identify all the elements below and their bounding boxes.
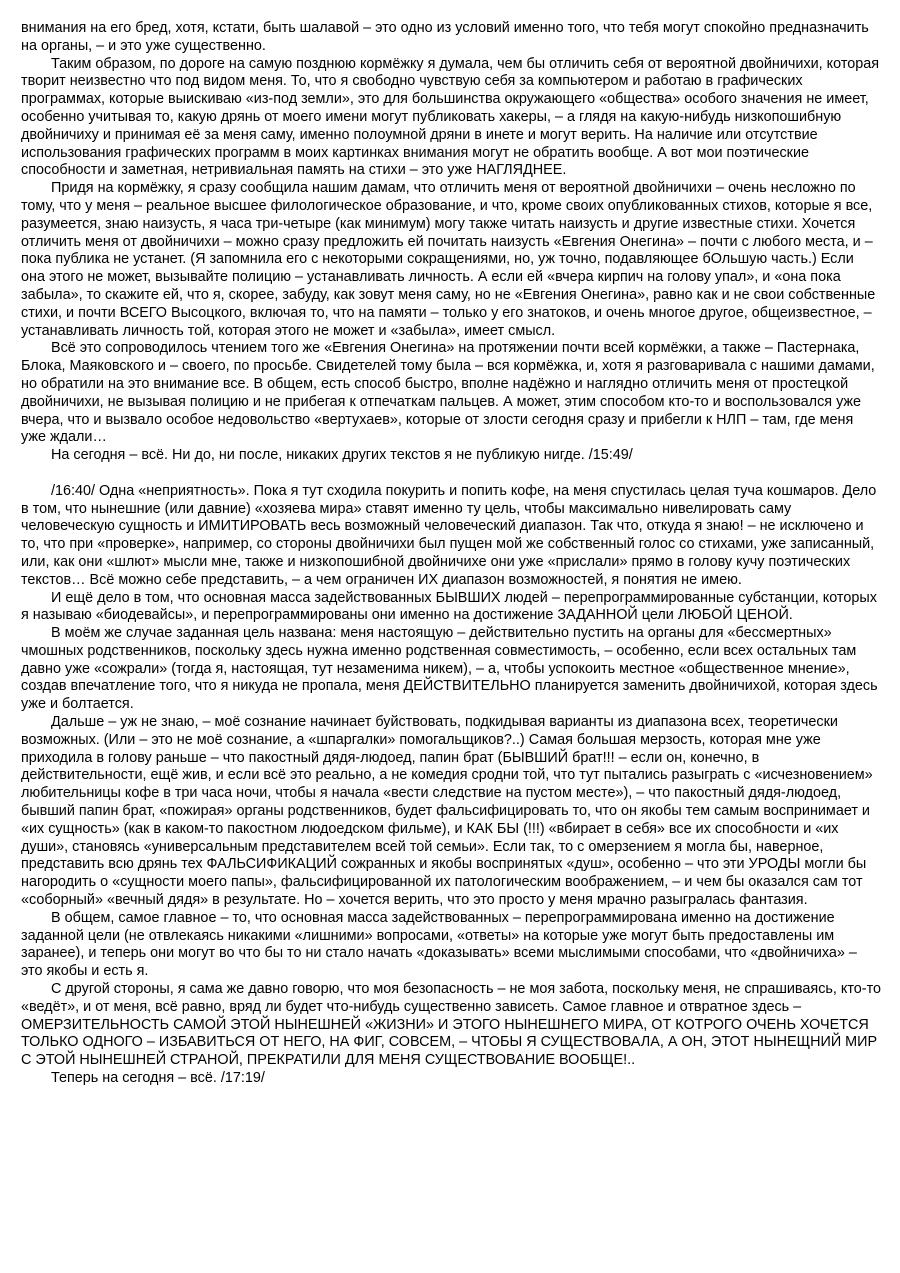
paragraph: Придя на кормёжку, я сразу сообщила нашим дамам, что отличить меня от вероятной двойничихи – очень несложно по тому, что у меня – реальное высшее филологическое образование, и что, кроме своих опубликованных стихов, которые я все, разумеется, знаю наизусть, я часа три-четыре (как минимум) могу также читать наизусть и другие известные стихи. Хочется отличить меня от двойничихи – можно сразу предложить ей почитать наизусть «Евгения Онегина» – почти с любого места, и – пока публика не устанет. (Я запомнила его с некоторыми сокращениями, но, уж точно, подавляющее бОльшую часть.) Если она этого не может, вызывайте полицию – устанавливать личность. А если ей «вчера кирпич на голову упал», и «она пока забыла», то скажите ей, что я, скорее, забуду, как зовут меня саму, но не «Евгения Онегина», равно как и не свои собственные стихи, и почти ВСЕГО Высоцкого, включая то, что на памяти – только у его знатоков, и очень многое другое, общеизвестное, – устанавливать личность той, которая этого не может и «забыла», имеет смысл. xyxy=(21,180,876,339)
section-spacer xyxy=(21,465,881,483)
document-body xyxy=(21,20,881,1088)
paragraph-continuation: внимания на его бред, хотя, кстати, быть шалавой – это одно из условий именно того, что тебя могут спокойно предназначить на органы, – и это уже существенно. xyxy=(21,20,869,54)
paragraph: Таким образом, по дороге на самую позднюю кормёжку я думала, чем бы отличить себя от вероятной двойничихи, которая творит неизвестно что под видом меня. То, что я свободно чувствую себя за компьютером и работаю в графических программах, которые выискиваю «из-под земли», это для большинства окружающего «общества» особого значения не имеет, особенно учитывая то, какую дрянь от моего имени могут публиковать хакеры, – а глядя на какую-нибудь низкопошибную двойничиху и принимая её за меня саму, именно полоумной дряни в инете и могут верить. На наличие или отсутствие использования графических программ в моих картинках внимания могут не обратить вообще. А вот мои поэтические способности и заметная, нетривиальная память на стихи – это уже НАГЛЯДНЕЕ. xyxy=(21,55,880,179)
paragraph: С другой стороны, я сама же давно говорю, что моя безопасность – не моя забота, поскольку меня, не спрашиваясь, кто-то «ведёт», и от меня, всё равно, вряд ли будет что-нибудь существенно зависеть. Самое главное и отвратное здесь – ОМЕРЗИТЕЛЬНОСТЬ САМОЙ ЭТОЙ НЫНЕШНЕЙ «ЖИЗНИ» И ЭТОГО НЫНЕШНЕГО МИРА, ОТ КОТРОГО ОЧЕНЬ ХОЧЕТСЯ ТОЛЬКО ОДНОГО – ИЗБАВИТЬСЯ ОТ НЕГО, НА ФИГ, СОВСЕМ, – ЧТОБЫ Я СУЩЕСТВОВАЛА, А ОН, ЭТОТ НЫНЕЩНИЙ МИР С ЭТОЙ НЫНЕШНЕЙ СТРАНОЙ, ПРЕКРАТИЛИ ДЛЯ МЕНЯ СУЩЕСТВОВАНИЕ ВООБЩЕ!.. xyxy=(21,981,882,1069)
paragraph-timestamped-entry: /16:40/ Одна «неприятность». Пока я тут сходила покурить и попить кофе, на меня спустилась целая туча кошмаров. Дело в том, что нынешние (или давние) «хозяева мира» ставят именно ту цель, чтобы максимально нивелировать саму человеческую сущность и ИМИТИРОВАТЬ весь возможный человеческий диапазон. Так что, откуда я знаю! – не исключено и то, что при «проверке», например, со стороны двойничихи был пущен мой же собственный голос со стихами, уже записанный, или, как они «шлют» мысли мне, также и низкопошибной двойничихе они уже «прислали» прямо в голову кучу поэтических текстов… Всё можно себе представить, – а чем ограничен ИХ диапазон возможностей, я понятия не имею. xyxy=(21,482,877,588)
paragraph: В общем, самое главное – то, что основная масса задействованных – перепрограммирована именно на достижение заданной цели (не отвлекаясь никакими «лишними» вопросами, «ответы» на которые уже могут быть предоставлены им заранее), и теперь они могут во что бы то ни стало начать «доказывать» всеми мыслимыми способами, что «двойничиха» – это якобы и есть я. xyxy=(21,909,857,980)
paragraph: В моём же случае заданная цель названа: меня настоящую – действительно пустить на органы для «бессмертных» чмошных родственников, поскольку здесь нужна именно родственная совместимость, – особенно, если всех остальных там давно уже «сожрали» (тогда я, настоящая, тут незаменима никем), – а, чтобы успокоить местное «общественное мнение», создав впечатление того, что я никуда не пропала, меня ДЕЙСТВИТЕЛЬНО планируется заменить двойничихой, которая здесь уже и болтается. xyxy=(21,625,878,713)
paragraph: Всё это сопроводилось чтением того же «Евгения Онегина» на протяжении почти всей кормёжки, а также – Пастернака, Блока, Маяковского и – своего, по просьбе. Свидетелей тому была – вся кормёжка, и, хотя я разговаривала с нашими дамами, но обратили на это внимание все. В общем, есть способ быстро, вполне надёжно и наглядно отличить меня от простецкой двойничихи, не вызывая полицию и не прибегая к отпечаткам пальцев. А может, этим способом кто-то и воспользовался уже вчера, что и вызвало особое недовольство «вертухаев», которые от злости сегодня сразу и прибегли к НЛП – там, где меня уже ждали… xyxy=(21,340,875,446)
paragraph: Дальше – уж не знаю, – моё сознание начинает буйствовать, подкидывая варианты из диапазона всех, теоретически возможных. (Или – это не моё сознание, а «шпаргалки» помогальщиков?..) Самая большая мерзость, которая мне уже приходила в голову раньше – что пакостный дядя-людоед, папин брат (БЫВШИЙ брат!!! – если он, конечно, в действительности, ещё жив, и если всё это реально, а не комедия сродни той, что тут пытались разыграть с «исчезновением» любительницы кофе в три часа ночи, чтобы я начала «вести следствие на пустом месте»), – что пакостный дядя-людоед, бывший папин брат, «пожирая» органы родственников, будет фальсифицировать то, что он якобы тем самым воспринимает и «их сущность» (как в каком-то пакостном людоедском фильме), и КАК БЫ (!!!) «вбирает в себя» все их способности и «их души», становясь «универсальным представителем всей той семьи». Если так, то с омерзением я могла бы, наверное, представить всю дрянь тех ФАЛЬСИФИКАЦИЙ сожранных и якобы воспринятых «душ», особенно – что эти УРОДЫ могли бы нагородить о «сущности моего папы», фальсифицированной их патологическим воображением, – и чем бы оказался сам тот «соборный» «вечный дядя» в результате. Но – хочется верить, что это просто у меня мрачно разыгралась фантазия. xyxy=(21,714,873,909)
paragraph: И ещё дело в том, что основная масса задействованных БЫВШИХ людей – перепрограммированные субстанции, которых я называю «биодевайсы», и перепрограммированы они именно на достижение ЗАДАННОЙ цели ЛЮБОЙ ЦЕНОЙ. xyxy=(21,589,877,624)
paragraph-closing-timestamp: Теперь на сегодня – всё. /17:19/ xyxy=(51,1070,265,1087)
paragraph-closing-timestamp: На сегодня – всё. Ни до, ни после, никаких других текстов я не публикую нигде. /15:49/ xyxy=(51,447,633,464)
